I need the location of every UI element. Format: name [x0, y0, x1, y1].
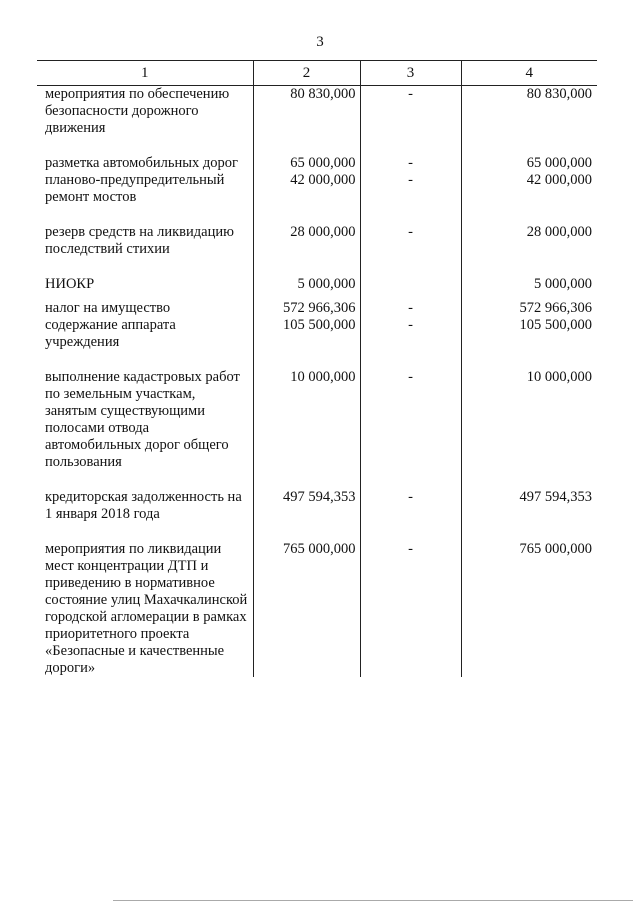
table-row	[37, 86, 597, 138]
row-col4: 572 966,306	[461, 300, 597, 317]
row-col2: 765 000,000	[253, 541, 360, 677]
table-row	[37, 489, 597, 523]
row-col2: 80 830,000	[253, 86, 360, 138]
row-col4: 80 830,000	[461, 86, 597, 138]
column-header-3: 3	[360, 61, 461, 86]
row-spacer	[37, 206, 597, 224]
table-row	[37, 155, 597, 172]
row-name: резерв средств на ликвидацию последствий стихии	[37, 224, 253, 258]
row-col3: -	[360, 86, 461, 138]
row-name: налог на имущество	[37, 300, 253, 317]
table-row	[37, 317, 597, 351]
row-spacer	[37, 523, 597, 541]
column-header-2: 2	[253, 61, 360, 86]
row-spacer	[37, 293, 597, 300]
row-col4: 497 594,353	[461, 489, 597, 523]
row-name: кредиторская задолженность на 1 января 2018 года	[37, 489, 253, 523]
table-row	[37, 300, 597, 317]
row-col2: 497 594,353	[253, 489, 360, 523]
row-col4: 765 000,000	[461, 541, 597, 677]
table-row	[37, 276, 597, 293]
row-col3: -	[360, 317, 461, 351]
column-header-4: 4	[461, 61, 597, 86]
row-col2: 10 000,000	[253, 369, 360, 471]
row-col2: 572 966,306	[253, 300, 360, 317]
row-name: планово-предупредительный ремонт мостов	[37, 172, 253, 206]
row-name: НИОКР	[37, 276, 253, 293]
row-col3	[360, 276, 461, 293]
row-spacer	[37, 258, 597, 276]
row-col2: 5 000,000	[253, 276, 360, 293]
table-row	[37, 224, 597, 258]
row-col3: -	[360, 541, 461, 677]
row-col2: 28 000,000	[253, 224, 360, 258]
page-bottom-divider	[113, 900, 633, 901]
row-name: содержание аппарата учреждения	[37, 317, 253, 351]
row-name: выполнение кадастровых работ по земельным участкам, занятым существующими полосами отвода автомобильных дорог общего пользования	[37, 369, 253, 471]
row-col2: 42 000,000	[253, 172, 360, 206]
table-row	[37, 541, 597, 677]
row-spacer	[37, 471, 597, 489]
row-col4: 42 000,000	[461, 172, 597, 206]
row-col4: 65 000,000	[461, 155, 597, 172]
row-col2: 65 000,000	[253, 155, 360, 172]
row-col4: 105 500,000	[461, 317, 597, 351]
row-name: разметка автомобильных дорог	[37, 155, 253, 172]
column-header-1: 1	[37, 61, 253, 86]
budget-table	[37, 60, 597, 677]
row-col3: -	[360, 172, 461, 206]
row-col3: -	[360, 369, 461, 471]
row-name: мероприятия по ликвидации мест концентрации ДТП и приведению в нормативное состояние улиц Махачкалинской городской агломерации в рамках приоритетного проекта «Безопасные и качественные дороги»	[37, 541, 253, 677]
row-col2: 105 500,000	[253, 317, 360, 351]
row-col4: 28 000,000	[461, 224, 597, 258]
row-spacer	[37, 137, 597, 155]
row-col3: -	[360, 300, 461, 317]
table-row	[37, 369, 597, 471]
row-name: мероприятия по обеспечению безопасности дорожного движения	[37, 86, 253, 138]
row-spacer	[37, 351, 597, 369]
row-col3: -	[360, 224, 461, 258]
row-col4: 5 000,000	[461, 276, 597, 293]
page-number: 3	[316, 34, 324, 50]
row-col4: 10 000,000	[461, 369, 597, 471]
row-col3: -	[360, 489, 461, 523]
table-header-row	[37, 61, 597, 86]
row-col3: -	[360, 155, 461, 172]
table-row	[37, 172, 597, 206]
